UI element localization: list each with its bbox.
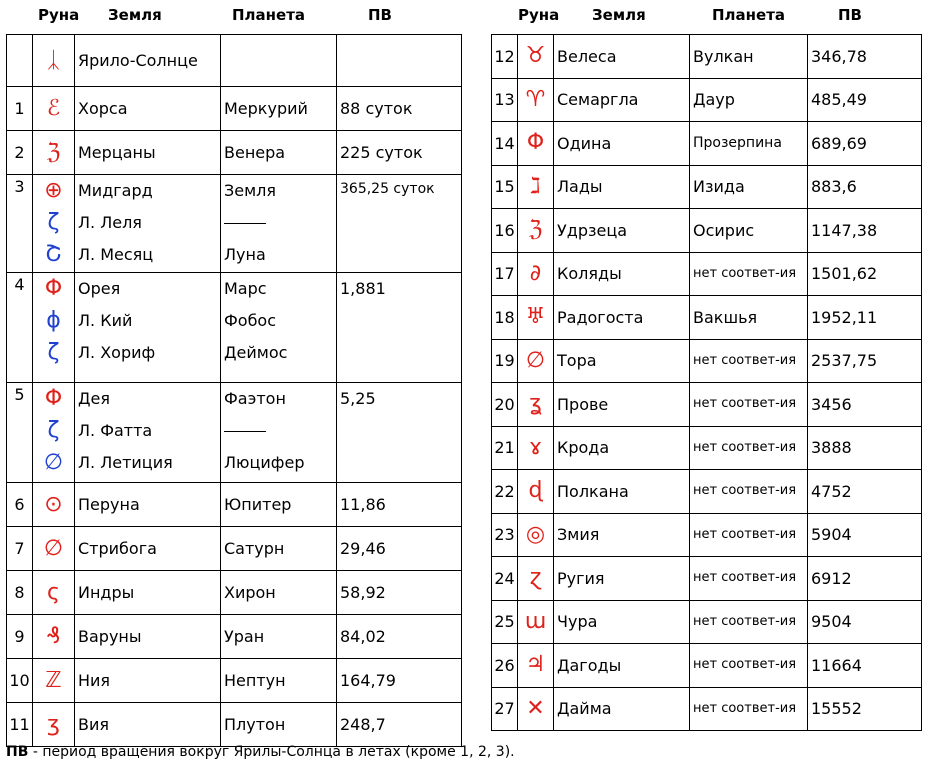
earth-name: Мерцаны	[78, 143, 156, 162]
rune-cell	[33, 87, 75, 131]
period-value: 15552	[808, 687, 922, 731]
planet-name: Деймос	[224, 343, 288, 362]
earth-name: Радогоста	[554, 296, 690, 340]
period-value: 485,49	[808, 78, 922, 122]
row-number: 8	[7, 571, 33, 615]
row-number: 7	[7, 527, 33, 571]
planet-name: Фобос	[224, 311, 277, 330]
planet-name: Фаэтон	[224, 389, 286, 408]
table-row	[7, 571, 462, 615]
row-number: 19	[492, 339, 518, 383]
period-cell: 248,7	[337, 703, 462, 747]
rune-cell	[33, 571, 75, 615]
earth-name: Одина	[554, 122, 690, 166]
right-header-planet: Планета	[712, 6, 786, 24]
earth-name: Ярило-Солнце	[78, 51, 198, 70]
planet-cell	[221, 527, 337, 571]
right-header-period: ПВ	[838, 6, 862, 24]
table-row	[7, 615, 462, 659]
planet-name: Сатурн	[224, 539, 285, 558]
earth-cell	[75, 527, 221, 571]
planet-cell	[221, 131, 337, 175]
table-row	[7, 659, 462, 703]
planet-name: Венера	[224, 143, 286, 162]
period-cell: 11,86	[337, 483, 462, 527]
row-number: 4	[7, 273, 33, 383]
earth-name: Стрибога	[78, 539, 157, 558]
earth-name: Удрзеца	[554, 209, 690, 253]
rune-glyph-icon: ζ	[47, 340, 60, 365]
rune-glyph-icon: ∅	[518, 339, 554, 383]
rune-glyph-icon: Φ	[44, 276, 63, 301]
row-number: 24	[492, 557, 518, 601]
earth-cell	[75, 615, 221, 659]
planet-name: Уран	[224, 627, 265, 646]
left-rune-table	[6, 34, 462, 747]
rune-glyph-icon: ∅	[43, 535, 64, 561]
period-value: 1147,38	[808, 209, 922, 253]
table-row	[492, 209, 922, 253]
row-number: 5	[7, 383, 33, 483]
period-cell: 84,02	[337, 615, 462, 659]
period-value: 3888	[808, 426, 922, 470]
earth-name: Вия	[78, 715, 109, 734]
planet-name: Луна	[224, 245, 266, 264]
earth-name: Л. Фатта	[78, 421, 153, 440]
rune-cell	[33, 175, 75, 273]
rune-glyph-icon: ς	[47, 579, 60, 605]
row-number: 23	[492, 513, 518, 557]
planet-name: Вулкан	[690, 35, 808, 79]
earth-name: Полкана	[554, 470, 690, 514]
rune-cell	[33, 383, 75, 483]
planet-name: Земля	[224, 181, 277, 200]
rune-glyph-icon: ∂	[518, 252, 554, 296]
rune-glyph-icon: ζ	[47, 210, 60, 235]
period-value: 11664	[808, 644, 922, 688]
table-row	[492, 513, 922, 557]
table-row	[7, 483, 462, 527]
earth-cell	[75, 483, 221, 527]
rune-glyph-icon: Φ	[518, 122, 554, 166]
rune-glyph-icon: Φ	[44, 386, 63, 411]
earth-name: Велеса	[554, 35, 690, 79]
planet-name: нет соответ-ия	[690, 252, 808, 296]
earth-name: Орея	[78, 279, 121, 298]
row-number: 2	[7, 131, 33, 175]
table-row	[7, 131, 462, 175]
row-number: 6	[7, 483, 33, 527]
earth-cell	[75, 175, 221, 273]
rune-cell	[33, 527, 75, 571]
table-row	[492, 557, 922, 601]
table-row	[7, 175, 462, 273]
footnote-abbrev: ПВ	[6, 744, 29, 760]
table-row	[492, 470, 922, 514]
row-number: 22	[492, 470, 518, 514]
rune-glyph-icon: ⊕	[44, 178, 63, 203]
period-value: 346,78	[808, 35, 922, 79]
rune-glyph-icon: ℷ	[518, 165, 554, 209]
period-value: 883,6	[808, 165, 922, 209]
row-number: 21	[492, 426, 518, 470]
rune-glyph-icon: ℨ	[518, 209, 554, 253]
period-value: 6912	[808, 557, 922, 601]
row-number: 16	[492, 209, 518, 253]
planet-name: нет соответ-ия	[690, 470, 808, 514]
row-number: 26	[492, 644, 518, 688]
rune-cell	[33, 615, 75, 659]
table-row	[7, 35, 462, 87]
rune-cell	[33, 131, 75, 175]
earth-name: Хорса	[78, 99, 128, 118]
planet-name: нет соответ-ия	[690, 513, 808, 557]
rune-glyph-icon: ♈	[518, 78, 554, 122]
row-number: 10	[7, 659, 33, 703]
rune-glyph-icon: ℤ	[45, 667, 62, 693]
earth-cell	[75, 659, 221, 703]
rune-glyph-icon: ɯ	[518, 600, 554, 644]
rune-cell	[33, 273, 75, 383]
rune-glyph-icon: ℨ	[46, 139, 61, 165]
period-value: 3456	[808, 383, 922, 427]
rune-glyph-icon: ♅	[518, 296, 554, 340]
earth-name: Ния	[78, 671, 111, 690]
planet-name: нет соответ-ия	[690, 339, 808, 383]
earth-name: Индры	[78, 583, 135, 602]
row-number: 9	[7, 615, 33, 659]
earth-name: Прове	[554, 383, 690, 427]
row-number	[7, 35, 33, 87]
row-number: 13	[492, 78, 518, 122]
earth-name: Л. Летиция	[78, 453, 173, 472]
period-cell: 58,92	[337, 571, 462, 615]
rune-glyph-icon: ✕	[518, 687, 554, 731]
period-cell	[337, 35, 462, 87]
row-number: 3	[7, 175, 33, 273]
planet-name: Изида	[690, 165, 808, 209]
table-row	[7, 383, 462, 483]
period-cell: 365,25 суток	[337, 175, 462, 273]
earth-name: Л. Кий	[78, 311, 133, 330]
earth-name: Тора	[554, 339, 690, 383]
rune-glyph-icon: ϕ	[46, 308, 61, 333]
period-value: 1501,62	[808, 252, 922, 296]
table-row	[7, 527, 462, 571]
planet-cell	[221, 383, 337, 483]
earth-name: Лады	[554, 165, 690, 209]
row-number: 20	[492, 383, 518, 427]
planet-name: Плутон	[224, 715, 286, 734]
rune-glyph-icon: ♉	[518, 35, 554, 79]
planet-name: Даур	[690, 78, 808, 122]
rune-glyph-icon: ◎	[518, 513, 554, 557]
rune-glyph-icon: ɖ	[518, 470, 554, 514]
rune-cell	[33, 659, 75, 703]
row-number: 1	[7, 87, 33, 131]
rune-glyph-icon: ℰ	[46, 95, 61, 121]
footnote-text: - период вращения вокруг Ярилы-Солнца в летах (кроме 1, 2, 3).	[28, 744, 515, 760]
planet-name: Вакшья	[690, 296, 808, 340]
earth-cell	[75, 571, 221, 615]
rune-cell	[33, 35, 75, 87]
planet-name: нет соответ-ия	[690, 600, 808, 644]
row-number: 18	[492, 296, 518, 340]
planet-dash	[224, 415, 336, 447]
planet-cell	[221, 703, 337, 747]
rune-glyph-icon: ⊙	[44, 491, 63, 517]
rune-glyph-icon: Շ	[45, 242, 62, 267]
rune-glyph-icon: ♃	[518, 644, 554, 688]
planet-cell	[221, 659, 337, 703]
earth-name: Коляды	[554, 252, 690, 296]
earth-name: Дайма	[554, 687, 690, 731]
period-value: 2537,75	[808, 339, 922, 383]
planet-cell	[221, 175, 337, 273]
rune-cell	[33, 703, 75, 747]
planet-name: нет соответ-ия	[690, 383, 808, 427]
table-row	[492, 122, 922, 166]
left-header-rune: Руна	[38, 6, 80, 24]
left-header-earth: Земля	[108, 6, 162, 24]
period-cell: 164,79	[337, 659, 462, 703]
earth-name: Перуна	[78, 495, 140, 514]
row-number: 27	[492, 687, 518, 731]
period-value: 1952,11	[808, 296, 922, 340]
table-row	[492, 35, 922, 79]
earth-cell	[75, 383, 221, 483]
earth-name: Крода	[554, 426, 690, 470]
earth-name: Л. Хориф	[78, 343, 156, 362]
right-header-rune: Руна	[518, 6, 560, 24]
earth-name: Дея	[78, 389, 110, 408]
table-row	[492, 644, 922, 688]
rune-glyph-icon: ₰	[46, 623, 61, 649]
planet-cell	[221, 571, 337, 615]
planet-cell	[221, 273, 337, 383]
earth-name: Дагоды	[554, 644, 690, 688]
period-cell: 1,881	[337, 273, 462, 383]
row-number: 25	[492, 600, 518, 644]
earth-cell	[75, 87, 221, 131]
left-header-period: ПВ	[368, 6, 392, 24]
planet-name: Нептун	[224, 671, 286, 690]
table-row	[492, 252, 922, 296]
earth-cell	[75, 131, 221, 175]
dash-line	[224, 431, 266, 432]
planet-name: нет соответ-ия	[690, 557, 808, 601]
planet-name: Хирон	[224, 583, 276, 602]
earth-name: Семаргла	[554, 78, 690, 122]
period-value: 5904	[808, 513, 922, 557]
period-value: 4752	[808, 470, 922, 514]
period-value: 689,69	[808, 122, 922, 166]
earth-cell	[75, 35, 221, 87]
rune-glyph-icon: ᛣ	[46, 47, 61, 73]
earth-cell	[75, 273, 221, 383]
earth-name: Л. Леля	[78, 213, 142, 232]
planet-cell	[221, 615, 337, 659]
planet-name: Прозерпина	[690, 122, 808, 166]
period-cell: 29,46	[337, 527, 462, 571]
period-value: 9504	[808, 600, 922, 644]
planet-dash	[224, 207, 336, 239]
earth-name: Ругия	[554, 557, 690, 601]
period-cell: 225 суток	[337, 131, 462, 175]
planet-name: Осирис	[690, 209, 808, 253]
row-number: 11	[7, 703, 33, 747]
footnote	[6, 744, 515, 760]
row-number: 14	[492, 122, 518, 166]
earth-name: Мидгард	[78, 181, 153, 200]
rune-glyph-icon: ɤ	[518, 426, 554, 470]
earth-name: Л. Месяц	[78, 245, 154, 264]
row-number: 12	[492, 35, 518, 79]
right-rune-table	[491, 34, 922, 731]
planet-name: Марс	[224, 279, 267, 298]
period-cell: 88 суток	[337, 87, 462, 131]
table-row	[492, 600, 922, 644]
table-row	[7, 87, 462, 131]
planet-cell	[221, 87, 337, 131]
table-row	[492, 426, 922, 470]
planet-name: нет соответ-ия	[690, 687, 808, 731]
right-header-earth: Земля	[592, 6, 646, 24]
table-row	[7, 703, 462, 747]
earth-cell	[75, 703, 221, 747]
rune-glyph-icon: ∅	[43, 450, 64, 475]
planet-name: Юпитер	[224, 495, 292, 514]
table-row	[492, 78, 922, 122]
row-number: 17	[492, 252, 518, 296]
dash-line	[224, 223, 266, 224]
table-row	[492, 383, 922, 427]
table-row	[492, 165, 922, 209]
row-number: 15	[492, 165, 518, 209]
rune-cell	[33, 483, 75, 527]
period-cell: 5,25	[337, 383, 462, 483]
earth-name: Чура	[554, 600, 690, 644]
table-row	[7, 273, 462, 383]
planet-name: нет соответ-ия	[690, 644, 808, 688]
rune-glyph-icon: ʓ	[518, 383, 554, 427]
table-row	[492, 296, 922, 340]
rune-glyph-icon: ʒ	[47, 711, 60, 737]
rune-glyph-icon: ɀ	[518, 557, 554, 601]
table-row	[492, 339, 922, 383]
planet-cell	[221, 35, 337, 87]
earth-name: Варуны	[78, 627, 142, 646]
planet-name: Люцифер	[224, 453, 305, 472]
planet-name: нет соответ-ия	[690, 426, 808, 470]
planet-cell	[221, 483, 337, 527]
planet-name: Меркурий	[224, 99, 308, 118]
earth-name: Змия	[554, 513, 690, 557]
left-header-planet: Планета	[232, 6, 306, 24]
table-row	[492, 687, 922, 731]
rune-glyph-icon: ζ	[47, 418, 60, 443]
